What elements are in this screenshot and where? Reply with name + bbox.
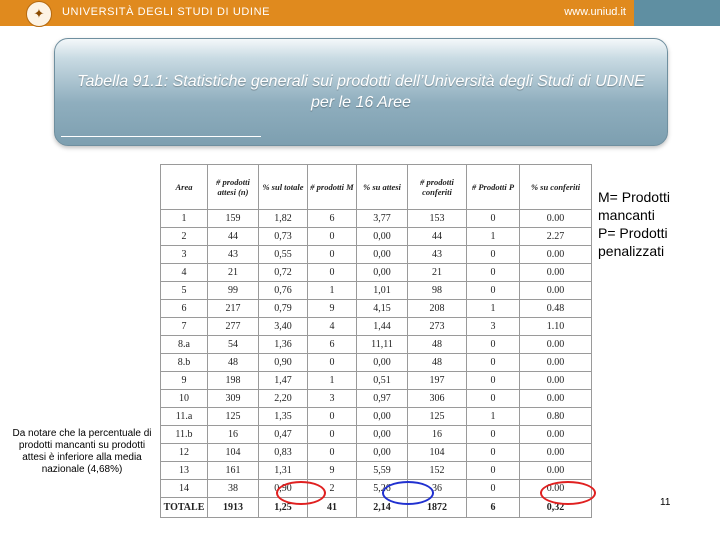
table-cell: 0,00 <box>357 264 408 282</box>
table-row <box>161 372 592 390</box>
table-cell: 217 <box>208 300 259 318</box>
table-cell: 21 <box>408 264 467 282</box>
table-row <box>161 444 592 462</box>
table-cell: 1 <box>467 228 520 246</box>
table-cell: 0,90 <box>259 480 308 498</box>
table-cell: 0.00 <box>520 462 592 480</box>
table-cell: 3 <box>467 318 520 336</box>
table-cell: 0.80 <box>520 408 592 426</box>
table-cell: 48 <box>208 354 259 372</box>
table-cell: 0,00 <box>357 444 408 462</box>
university-seal-icon: ✦ <box>26 1 52 27</box>
col-header-perc-conferiti: % su conferiti <box>520 165 592 210</box>
col-header-perc-attesi: % su attesi <box>357 165 408 210</box>
table-cell: 0 <box>467 246 520 264</box>
table-cell: 0 <box>467 336 520 354</box>
table-cell: 0 <box>467 372 520 390</box>
table-cell: 48 <box>408 336 467 354</box>
table-cell: 8.a <box>161 336 208 354</box>
table-cell: 16 <box>208 426 259 444</box>
table-cell: 11.a <box>161 408 208 426</box>
total-cell: 1913 <box>208 498 259 518</box>
table-cell: 125 <box>408 408 467 426</box>
table-cell: 1,47 <box>259 372 308 390</box>
table-cell: 0 <box>308 444 357 462</box>
table-cell: 2.27 <box>520 228 592 246</box>
table-cell: 0 <box>467 264 520 282</box>
header-bar <box>0 0 720 26</box>
table-cell: 104 <box>208 444 259 462</box>
table-cell: 1,44 <box>357 318 408 336</box>
table-cell: 0 <box>467 390 520 408</box>
table-cell: 11.b <box>161 426 208 444</box>
table-cell: 104 <box>408 444 467 462</box>
total-cell: TOTALE <box>161 498 208 518</box>
table-cell: 0 <box>308 426 357 444</box>
table-cell: 0,00 <box>357 354 408 372</box>
table-cell: 4,15 <box>357 300 408 318</box>
table-row <box>161 210 592 228</box>
table-cell: 0,76 <box>259 282 308 300</box>
table-cell: 54 <box>208 336 259 354</box>
col-header-attesi: # prodotti attesi (n) <box>208 165 259 210</box>
table-row <box>161 354 592 372</box>
table-row <box>161 390 592 408</box>
table-cell: 48 <box>408 354 467 372</box>
table-cell: 1 <box>308 372 357 390</box>
footnote: Da notare che la percentuale di prodotti mancanti su prodotti attesi è inferiore alla media nazionale (4,68%) <box>12 428 152 475</box>
table-body <box>161 210 592 518</box>
table-cell: 0 <box>467 354 520 372</box>
table-cell: 159 <box>208 210 259 228</box>
table-cell: 0,90 <box>259 354 308 372</box>
table-cell: 0 <box>308 264 357 282</box>
table-cell: 125 <box>208 408 259 426</box>
table-cell: 3 <box>161 246 208 264</box>
table-cell: 0 <box>467 426 520 444</box>
table-cell: 208 <box>408 300 467 318</box>
table-cell: 9 <box>161 372 208 390</box>
table-cell: 98 <box>408 282 467 300</box>
total-cell: 1,25 <box>259 498 308 518</box>
table-cell: 6 <box>308 210 357 228</box>
table-cell: 0.00 <box>520 444 592 462</box>
table-cell: 0.00 <box>520 354 592 372</box>
page-number: 11 <box>660 497 671 508</box>
table-cell: 0.00 <box>520 210 592 228</box>
table-cell: 0,97 <box>357 390 408 408</box>
table-cell: 10 <box>161 390 208 408</box>
table-cell: 2 <box>161 228 208 246</box>
table-cell: 1,82 <box>259 210 308 228</box>
highlight-ellipse-perc-attesi <box>382 481 434 505</box>
table-row <box>161 300 592 318</box>
table-cell: 0,00 <box>357 246 408 264</box>
table-cell: 273 <box>408 318 467 336</box>
table-cell: 0.48 <box>520 300 592 318</box>
table-cell: 5,26 <box>357 480 408 498</box>
table-row <box>161 228 592 246</box>
table-row <box>161 336 592 354</box>
col-header-prodotti-p: # Prodotti P <box>467 165 520 210</box>
table-total-row <box>161 498 592 518</box>
table-row <box>161 462 592 480</box>
table-cell: 5,59 <box>357 462 408 480</box>
table-cell: 0.00 <box>520 282 592 300</box>
table-cell: 0,00 <box>357 426 408 444</box>
total-cell: 2,14 <box>357 498 408 518</box>
table-row <box>161 318 592 336</box>
table-cell: 8.b <box>161 354 208 372</box>
table-cell: 152 <box>408 462 467 480</box>
table-cell: 9 <box>308 300 357 318</box>
table-cell: 3,77 <box>357 210 408 228</box>
col-header-prodotti-m: # prodotti M <box>308 165 357 210</box>
col-header-area: Area <box>161 165 208 210</box>
table-row <box>161 426 592 444</box>
table-cell: 161 <box>208 462 259 480</box>
table-cell: 0,72 <box>259 264 308 282</box>
table-cell: 0 <box>308 228 357 246</box>
table-cell: 0 <box>467 282 520 300</box>
table-cell: 0.00 <box>520 480 592 498</box>
table-cell: 0 <box>308 354 357 372</box>
total-cell: 6 <box>467 498 520 518</box>
statistics-table <box>160 164 592 518</box>
table-cell: 0 <box>308 408 357 426</box>
table-cell: 1 <box>161 210 208 228</box>
table-cell: 36 <box>408 480 467 498</box>
table-cell: 0 <box>467 210 520 228</box>
table-cell: 0 <box>308 246 357 264</box>
table-cell: 0 <box>467 480 520 498</box>
table-row <box>161 246 592 264</box>
slide-title: Tabella 91.1: Statistiche generali sui prodotti dell’Università degli Studi di UDINE per le 16 Aree <box>77 73 645 111</box>
table-row <box>161 264 592 282</box>
table-cell: 43 <box>208 246 259 264</box>
table-cell: 1,01 <box>357 282 408 300</box>
table-header-row <box>161 165 592 210</box>
total-cell: 0,32 <box>520 498 592 518</box>
table-cell: 0,00 <box>357 408 408 426</box>
table-cell: 12 <box>161 444 208 462</box>
table-cell: 0,55 <box>259 246 308 264</box>
table-cell: 1 <box>467 408 520 426</box>
table-cell: 1,36 <box>259 336 308 354</box>
table-cell: 1.10 <box>520 318 592 336</box>
table-cell: 0.00 <box>520 246 592 264</box>
table-cell: 198 <box>208 372 259 390</box>
table-cell: 0,00 <box>357 228 408 246</box>
table-cell: 1 <box>467 300 520 318</box>
table-cell: 0,79 <box>259 300 308 318</box>
total-cell: 41 <box>308 498 357 518</box>
table-cell: 11,11 <box>357 336 408 354</box>
table-cell: 0 <box>467 444 520 462</box>
table-cell: 9 <box>308 462 357 480</box>
table-cell: 5 <box>161 282 208 300</box>
website-link[interactable]: www.uniud.it <box>564 6 626 18</box>
highlight-ellipse-perc-totale <box>276 481 326 505</box>
table-cell: 21 <box>208 264 259 282</box>
table-cell: 44 <box>208 228 259 246</box>
total-cell: 1872 <box>408 498 467 518</box>
highlight-ellipse-perc-conferiti <box>540 481 596 505</box>
table-cell: 3 <box>308 390 357 408</box>
table-cell: 6 <box>308 336 357 354</box>
table-cell: 277 <box>208 318 259 336</box>
title-box <box>54 38 668 146</box>
table-row <box>161 408 592 426</box>
table-cell: 44 <box>408 228 467 246</box>
table-cell: 1,35 <box>259 408 308 426</box>
table-cell: 14 <box>161 480 208 498</box>
legend-m-label: M= Prodotti mancanti <box>598 189 670 223</box>
legend-p-label: P= Prodotti penalizzati <box>598 225 668 259</box>
table-cell: 1,31 <box>259 462 308 480</box>
table-cell: 3,40 <box>259 318 308 336</box>
table-cell: 0 <box>467 462 520 480</box>
table-cell: 0.00 <box>520 264 592 282</box>
title-underline <box>61 136 261 137</box>
table-cell: 0.00 <box>520 372 592 390</box>
table-cell: 0,51 <box>357 372 408 390</box>
legend-box <box>598 188 710 260</box>
table-cell: 309 <box>208 390 259 408</box>
table-row <box>161 282 592 300</box>
table-cell: 0,73 <box>259 228 308 246</box>
table-cell: 13 <box>161 462 208 480</box>
table-cell: 0,47 <box>259 426 308 444</box>
table-cell: 6 <box>161 300 208 318</box>
table-cell: 38 <box>208 480 259 498</box>
table-cell: 7 <box>161 318 208 336</box>
table-cell: 2 <box>308 480 357 498</box>
table-cell: 0.00 <box>520 336 592 354</box>
table-cell: 43 <box>408 246 467 264</box>
table-cell: 99 <box>208 282 259 300</box>
table-cell: 4 <box>308 318 357 336</box>
table-cell: 4 <box>161 264 208 282</box>
table-cell: 0.00 <box>520 390 592 408</box>
university-name: UNIVERSITÀ DEGLI STUDI DI UDINE <box>62 6 271 18</box>
table-cell: 16 <box>408 426 467 444</box>
table-cell: 306 <box>408 390 467 408</box>
table-row <box>161 480 592 498</box>
col-header-perc-totale: % sul totale <box>259 165 308 210</box>
table-cell: 0,83 <box>259 444 308 462</box>
table-cell: 2,20 <box>259 390 308 408</box>
table-cell: 0.00 <box>520 426 592 444</box>
table-cell: 197 <box>408 372 467 390</box>
table-cell: 153 <box>408 210 467 228</box>
col-header-conferiti: # prodotti conferiti <box>408 165 467 210</box>
header-corner-block <box>634 0 720 26</box>
table-cell: 1 <box>308 282 357 300</box>
